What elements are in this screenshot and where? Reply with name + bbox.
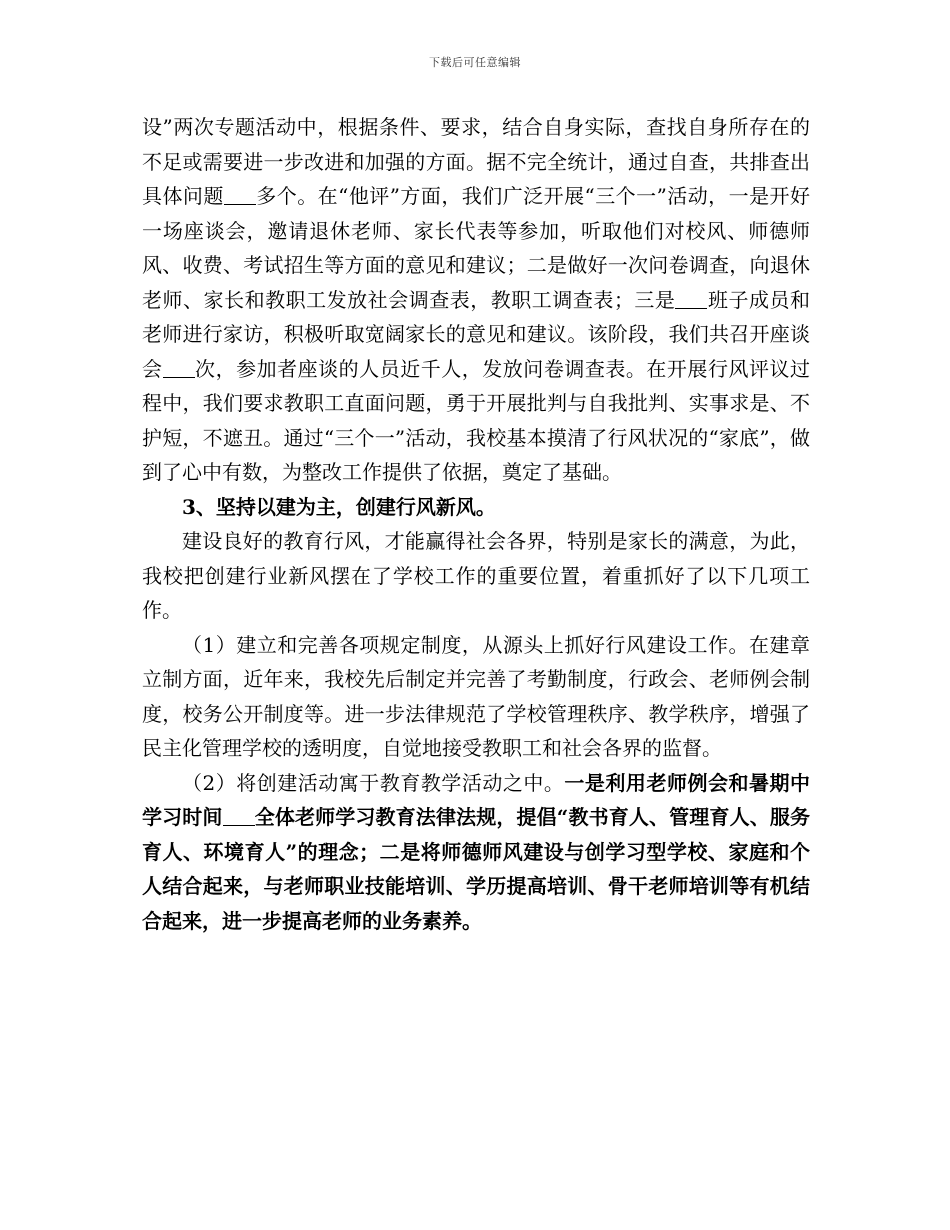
paragraph-intro: 建设良好的教育行风，才能赢得社会各界，特别是家长的满意，为此，我校把创建行业新风摆在了学校工作的重要位置，着重抓好了以下几项工作。 xyxy=(142,529,810,622)
section-heading: 3、坚持以建为主，创建行风新风。 xyxy=(182,494,496,519)
paragraph-text: （2）将创建活动寓于教育教学活动之中。 xyxy=(182,770,565,795)
blank-line xyxy=(224,182,256,205)
paragraph-text: 次，参加者座谈的人员近千人，发放问卷调查表。在开展行风评议过程中，我们要求教职工直面问题，勇于开展批判与自我批判、实事求是、不护短，不遮丑。通过“三个一”活动，我校基本摸清了行风状况的“家底”，做到了心中有数，为整改工作提供了依据，奠定了基础。 xyxy=(142,356,811,484)
paragraph-item-1: （1）建立和完善各项规定制度，从源头上抓好行风建设工作。在建章立制方面，近年来，我校先后制定并完善了考勤制度，行政会、老师例会制度，校务公开制度等。进一步法律规范了学校管理秩序、教学秩序，增强了民主化管理学校的透明度，自觉地接受教职工和社会各界的监督。 xyxy=(142,632,810,760)
paragraph-bold-text: 全体老师学习教育法律法规，提倡“教书育人、管理育人、服务育人、环境育人”的理念；二是将师德师风建设与创学习型学校、家庭和个人结合起来，与老师职业技能培训、学历提高培训、骨干老师培训等有机结合起来，进一步提高老师的业务素养。 xyxy=(142,805,810,933)
paragraph-item-2 xyxy=(142,766,810,939)
blank-line xyxy=(163,355,195,378)
blank-line xyxy=(675,286,707,309)
paragraph-self-check xyxy=(142,110,810,490)
blank-line xyxy=(223,803,255,826)
paragraph-text: 设”两次专题活动中，根据条件、要求，结合自身实际，查找自身所存在的不足或需要进一步改进和加强的方面。据不完全统计，通过自查，共排查出具体问题 xyxy=(142,115,810,208)
paragraph-text: 班子成员和老师进行家访，积极听取宽阔家长的意见和建议。该阶段，我们共召开座谈会 xyxy=(142,287,811,381)
paragraph-text: 多个。在“他评”方面，我们广泛开展“三个一”活动，一是开好一场座谈会，邀请退休老师、家长代表等参加，听取他们对校风、师德师风、收费、考试招生等方面的意见和建议；二是做好一次问卷调查，向退休老师、家长和教职工发放社会调查表，教职工调查表；三是 xyxy=(142,184,811,312)
page-header: 下载后可任意编辑 xyxy=(429,56,521,69)
document-body xyxy=(142,110,810,938)
paragraph-bold-text: 一是利用老师例会和暑期中学习时间 xyxy=(142,770,811,829)
